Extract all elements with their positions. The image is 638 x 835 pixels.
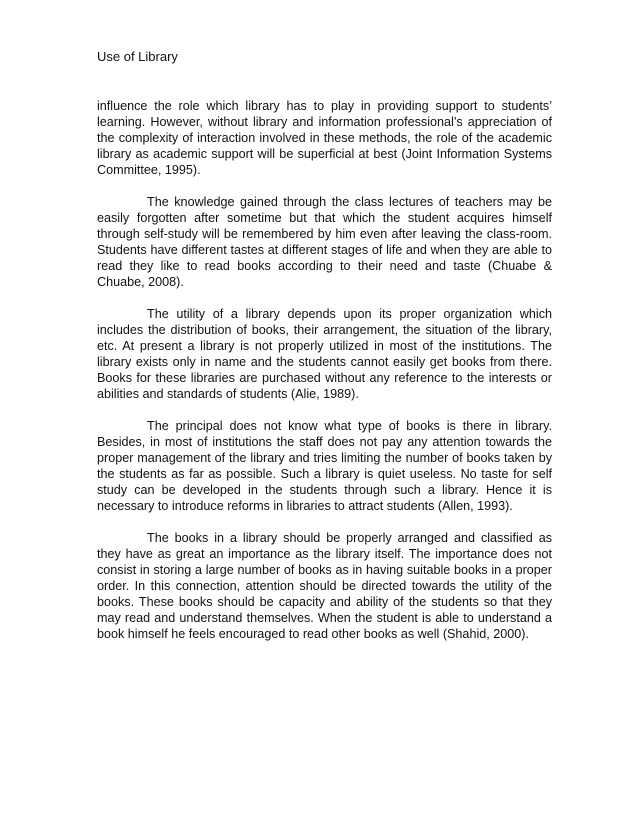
paragraph-4: The principal does not know what type of books is there in library. Besides, in most of institutions the staff does not pay any attention towards the proper management of the library and tries limiting the number of books taken by the students as far as possible. Such a library is quiet useless. No taste for self study can be developed in the students through such a library. Hence it is necessary to introduce reforms in libraries to attract students (Allen, 1993). xyxy=(97,419,552,513)
paragraph-3: The utility of a library depends upon its proper organization which includes the distribution of books, their arrangement, the situation of the library, etc. At present a library is not properly utilized in most of the institutions. The library exists only in name and the students cannot easily get books from there. Books for these libraries are purchased without any reference to the interests or abilities and standards of students (Alie, 1989). xyxy=(97,307,552,401)
paragraph-2: The knowledge gained through the class lectures of teachers may be easily forgotten after sometime but that which the student acquires himself through self-study will be remembered by him even after leaving the class-room. Students have different tastes at different stages of life and when they are able to read they like to read books according to their need and taste (Chuabe & Chuabe, 2008). xyxy=(97,195,552,289)
paragraph-1: influence the role which library has to play in providing support to students’ learning. However, without library and information professional’s appreciation of the complexity of interaction involved in these methods, the role of the academic library as academic support will be superficial at best (Joint Information Systems Committee, 1995). xyxy=(97,99,552,177)
body-text xyxy=(97,98,552,658)
running-header: Use of Library xyxy=(97,49,178,64)
paragraph-5: The books in a library should be properly arranged and classified as they have as great an importance as the library itself. The importance does not consist in storing a large number of books as in having suitable books in a proper order. In this connection, attention should be directed towards the utility of the books. These books should be capacity and ability of the students so that they may read and understand themselves. When the student is able to understand a book himself he feels encouraged to read other books as well (Shahid, 2000). xyxy=(97,531,552,641)
